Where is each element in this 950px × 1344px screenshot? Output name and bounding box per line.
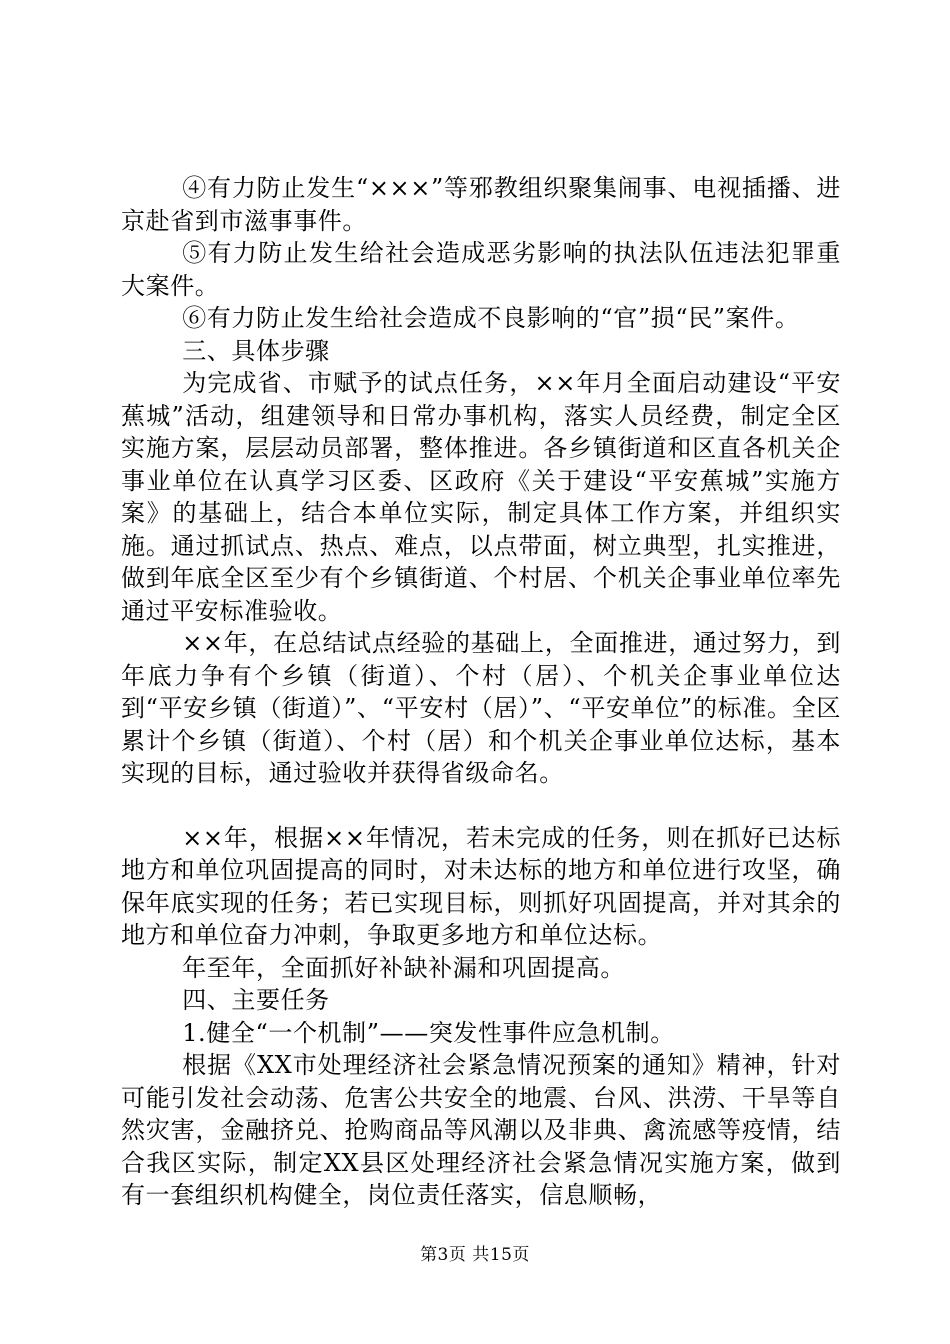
paragraph-full-promotion: ××年，在总结试点经验的基础上，全面推进，通过努力，到年底力争有个乡镇（街道）、个村（居）、个机关企事业单位达到“平安乡镇（街道）”、“平安村（居）”、“平安单位”的标准。全区累计个乡镇（街道）、个村（居）和个机关企事业单位达标，基本实现的目标，通过验收并获得省级命名。 — [121, 629, 841, 787]
paragraph-prevent-law-enforcement-crimes: ⑤有力防止发生给社会造成恶劣影响的执法队伍违法犯罪重大案件。 — [121, 239, 841, 300]
paragraph-emergency-plan: 根据《XX市处理经济社会紧急情况预案的通知》精神，针对可能引发社会动荡、危害公共安全的地震、台风、洪涝、干旱等自然灾害，金融挤兑、抢购商品等风潮以及非典、禽流感等疫情，结合我区实际，制定XX县区处理经济社会紧急情况实施方案，做到有一套组织机构健全，岗位责任落实，信息顺畅， — [121, 1051, 841, 1209]
document-body — [121, 172, 841, 1212]
page-number-footer: 第3页 共15页 — [420, 1245, 530, 1265]
paragraph-consolidation: ××年，根据××年情况，若未完成的任务，则在抓好已达标地方和单位巩固提高的同时，对未达标的地方和单位进行攻坚，确保年底实现的任务；若已实现目标，则抓好巩固提高，并对其余的地方和单位奋力冲刺，争取更多地方和单位达标。 — [121, 823, 841, 949]
paragraph-prevent-official-harm-cases: ⑥有力防止发生给社会造成不良影响的“官”损“民”案件。 — [182, 304, 800, 332]
section-heading-steps: 三、具体步骤 — [182, 336, 330, 365]
section-heading-main-tasks: 四、主要任务 — [182, 986, 330, 1014]
paragraph-prevent-cult-incidents: ④有力防止发生“×××”等邪教组织聚集闹事、电视插播、进京赴省到市滋事事件。 — [121, 174, 841, 235]
paragraph-fill-gaps: 年至年，全面抓好补缺补漏和巩固提高。 — [182, 953, 625, 982]
paragraph-pilot-tasks: 为完成省、市赋予的试点任务，××年月全面启动建设“平安蕉城”活动，组建领导和日常办事机构，落实人员经费，制定全区实施方案，层层动员部署，整体推进。各乡镇街道和区直各机关企事业单位在认真学习区委、区政府《关于建设“平安蕉城”实施方案》的基础上，结合本单位实际，制定具体工作方案，并组织实施。通过抓试点、热点、难点，以点带面，树立典型，扎实推进，做到年底全区至少有个乡镇街道、个村居、个机关企事业单位率先通过平安标准验收。 — [121, 369, 841, 625]
subheading-emergency-mechanism: 1.健全“一个机制”——突发性事件应急机制。 — [182, 1018, 675, 1047]
